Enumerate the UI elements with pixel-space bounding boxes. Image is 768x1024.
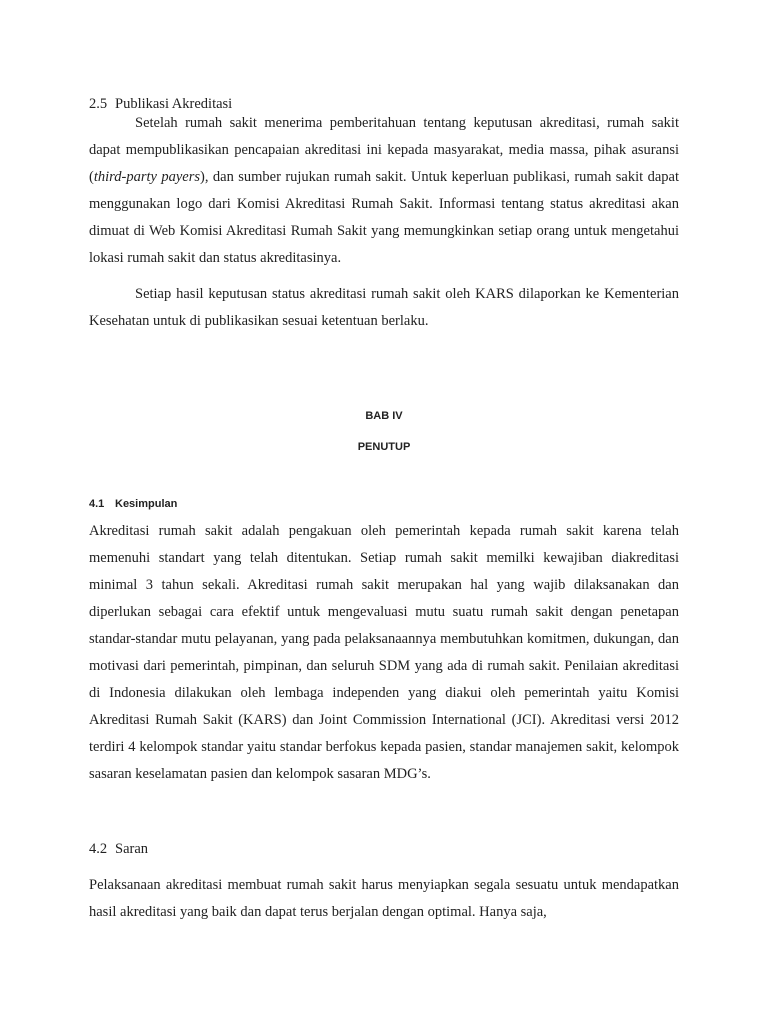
section-2-5-number: 2.5 [89, 96, 108, 112]
section-4-1-title: Kesimpulan [115, 498, 178, 510]
document-page [89, 0, 679, 1024]
section-4-1-number: 4.1 [89, 498, 105, 510]
paragraph-1-text-b: ), dan sumber rujukan rumah sakit. Untuk keperluan publikasi, rumah sakit dapat menggunakan logo dari Komisi Akreditasi Rumah Sakit. Informasi tentang status akreditasi akan dimuat di Web Komisi Akreditasi Rumah Sakit yang memungkinkan setiap orang untuk mengetahui lokasi rumah sakit dan status akreditasinya. [89, 169, 679, 266]
section-4-2-paragraph: Pelaksanaan akreditasi membuat rumah sakit harus menyiapkan segala sesuatu untuk mendapatkan hasil akreditasi yang baik dan dapat terus berjalan dengan optimal. Hanya saja, [89, 877, 679, 920]
section-4-2-title: Saran [115, 841, 149, 857]
section-4-1-heading [89, 497, 177, 511]
section-2-5-paragraph-1 [89, 110, 679, 272]
section-4-2-heading [89, 840, 148, 858]
section-2-5-title: Publikasi Akreditasi [115, 96, 233, 112]
paragraph-1-italic-term: third-party payers [93, 169, 201, 185]
paragraph-1-text-a: Setelah rumah sakit menerima pemberitahuan tentang keputusan akreditasi, rumah sakit dapat mempublikasikan pencapaian akreditasi ini kepada masyarakat, media massa, pihak asuransi ( [89, 115, 679, 185]
section-4-1-paragraph: Akreditasi rumah sakit adalah pengakuan oleh pemerintah kepada rumah sakit karena telah memenuhi standart yang telah ditentukan. Setiap rumah sakit memilki kewajiban diakreditasi minimal 3 tahun sekali. Akreditasi rumah sakit merupakan hal yang wajib dilaksanakan dan diperlukan sebagai cara efektif untuk mengevaluasi mutu suatu rumah sakit dengan penetapan standar-standar mutu pelayanan, yang pada pelaksanaannya membutuhkan komitmen, dukungan, dan motivasi dari pemerintah, pimpinan, dan seluruh SDM yang ada di rumah sakit. Penilaian akreditasi di Indonesia dilakukan oleh lembaga independen yang diakui oleh pemerintah yaitu Komisi Akreditasi Rumah Sakit (KARS) dan Joint Commission International (JCI). Akreditasi versi 2012 terdiri 4 kelompok standar yaitu standar berfokus kepada pasien, standar manajemen sakit, kelompok sasaran keselamatan pasien dan kelompok sasaran MDG’s. [89, 523, 679, 782]
chapter-title: PENUTUP [357, 441, 411, 453]
section-2-5-paragraph-2: Setiap hasil keputusan status akreditasi rumah sakit oleh KARS dilaporkan ke Kementerian Kesehatan untuk di publikasikan sesuai ketentuan berlaku. [89, 286, 679, 329]
chapter-label: BAB IV [365, 410, 403, 422]
section-4-2-number: 4.2 [89, 841, 108, 857]
